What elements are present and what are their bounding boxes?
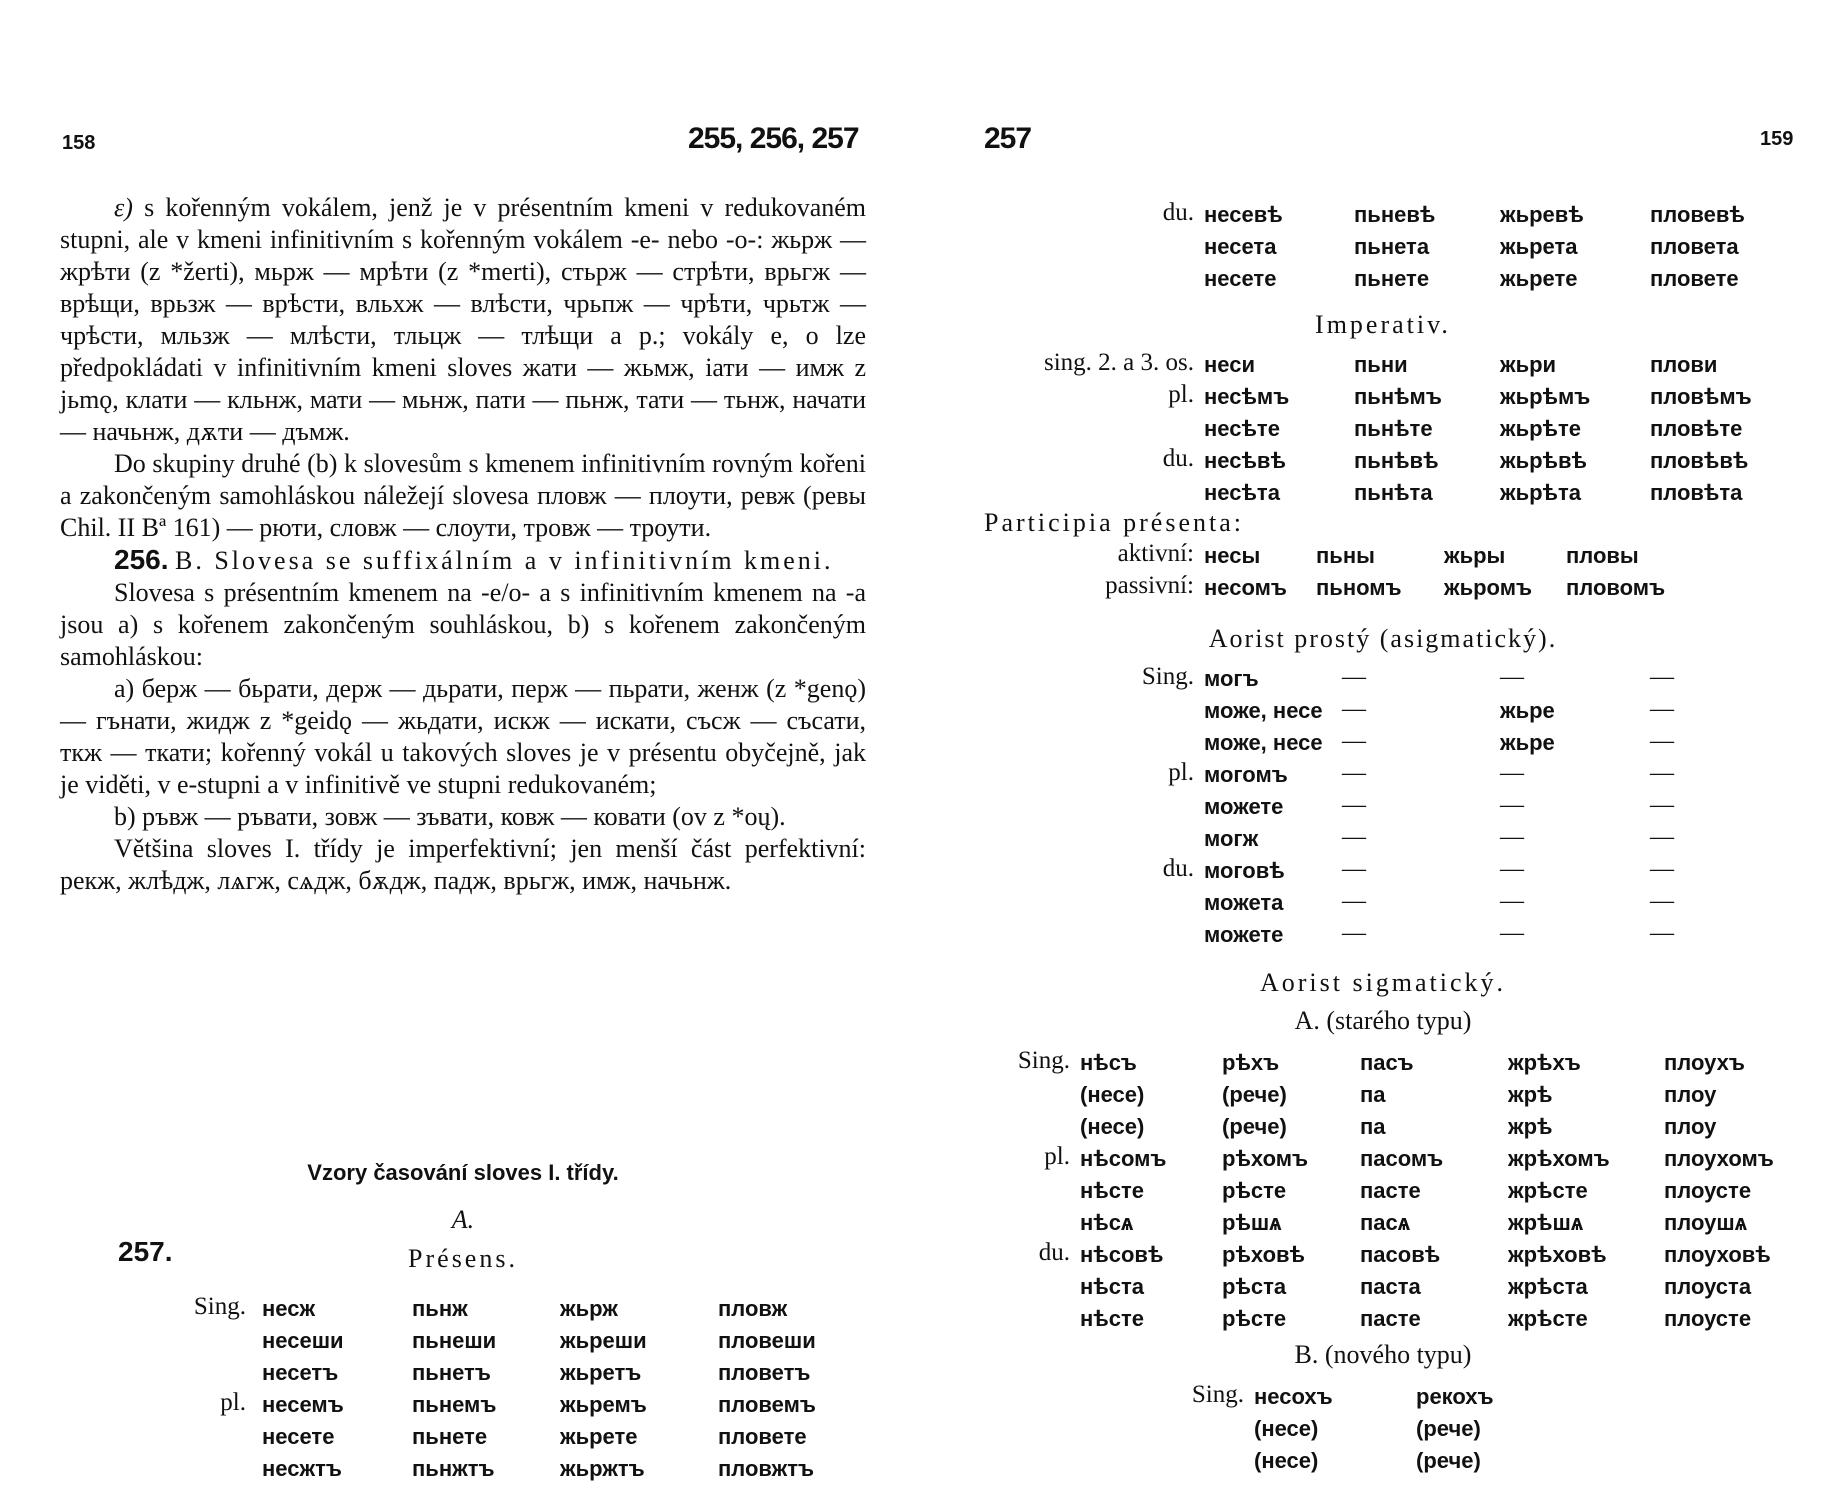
paragraph-b2: b) ръвж — ръвати, зовж — зъвати, ковж — ковати (ov z *oų). <box>114 802 786 831</box>
paradigm-form: жрѣсте <box>1508 1178 1588 1203</box>
paradigm-form: можете <box>1204 794 1284 819</box>
paradigm-form: пьнж <box>412 1296 468 1321</box>
paragraph-b: Do skupiny druhé (b) k slovesům s kmenem infinitivním rovným kořeni a zakončeným samohláskou náležejí slovesa пловж — плоути, ревж (ревы Chil. II Bª 161) — рюти, словж — слоути, тровж — троути. <box>60 449 866 542</box>
paradigm-form: жьрете <box>1500 266 1578 291</box>
paradigm-form: неси <box>1204 352 1255 377</box>
paradigm-form: несѣте <box>1204 416 1280 441</box>
paradigm-form: несемъ <box>262 1392 344 1417</box>
paradigm-form: (рече) <box>1222 1114 1287 1139</box>
paradigm-form: можете <box>1204 922 1284 947</box>
paradigm-form: несете <box>1204 266 1277 291</box>
paradigm-form: жьрѣте <box>1500 416 1582 441</box>
row-label: pl. <box>1168 381 1194 408</box>
paradigm-form: може, несе <box>1204 730 1323 755</box>
empty-dash: — <box>1650 856 1674 882</box>
paradigm-form: пьнетъ <box>412 1360 491 1385</box>
section-number-256: 256. <box>114 544 169 575</box>
paradigm-form: нѣсовѣ <box>1080 1242 1164 1267</box>
paradigm-form: нѣсъ <box>1080 1050 1137 1075</box>
empty-dash: — <box>1500 920 1524 946</box>
section-number-257: 257. <box>118 1236 173 1267</box>
paradigm-form: пловете <box>1650 266 1739 291</box>
empty-dash: — <box>1342 792 1366 818</box>
page-number: 159 <box>1760 128 1794 150</box>
paradigm-form: пловемъ <box>718 1392 816 1417</box>
paradigm-form: могъ <box>1204 666 1259 691</box>
paradigm-form: рѣховѣ <box>1222 1242 1306 1267</box>
empty-dash: — <box>1342 824 1366 850</box>
section-256-title: B. Slovesa se suffixálním a v infinitivním kmeni. <box>175 546 834 575</box>
paradigm-form: жьретъ <box>560 1360 642 1385</box>
row-label: du. <box>1162 855 1194 882</box>
paradigm-form: пьнеши <box>412 1328 497 1353</box>
paradigm-form: пасъ <box>1360 1050 1414 1075</box>
empty-dash: — <box>1500 664 1524 690</box>
empty-dash: — <box>1500 856 1524 882</box>
paradigm-form: жрѣхъ <box>1508 1050 1581 1075</box>
paradigm-form: могж <box>1204 826 1259 851</box>
paradigm-form: пловомъ <box>1566 575 1666 600</box>
paradigm-form: несжтъ <box>262 1456 342 1481</box>
empty-dash: — <box>1342 664 1366 690</box>
heading-b-novy: B. (nového typu) <box>1294 1340 1472 1369</box>
paradigm-form: паста <box>1360 1274 1421 1299</box>
paragraph-epsilon-text: s kořenným vokálem, jenž je v présentním kmeni v redukovaném stupni, ale v kmeni infinitivním s kořenným vokálem -e- nebo -o-: жьрж — жрѣти (z *žerti), мьрж — мрѣти (z *merti), стьрж — стрѣти, врьгж — врѣщи, врьзж — врѣсти, вльхж — влѣсти, чрьпж — чрѣти, чрьтж — чрѣсти, мльзж — млѣсти, тльцж — тлѣщи a p.; vokály e, o lze předpokládati v infinitivním kmeni sloves жати — жьмж, іати — имж z jьmǫ, клати — кльнж, мати — мьнж, пати — пьнж, тати — тьнж, начати — начьнж, дѫти — дъмж. <box>60 193 867 446</box>
paradigm-form: несѣмъ <box>1204 384 1290 409</box>
paradigm-form: жьрѣта <box>1500 480 1582 505</box>
paradigm-form: жьрѣмъ <box>1500 384 1591 409</box>
page-number: 158 <box>62 132 96 154</box>
paradigm-form: пловетъ <box>718 1360 811 1385</box>
paradigm-form: жрѣхомъ <box>1508 1146 1610 1171</box>
empty-dash: — <box>1342 888 1366 914</box>
paradigm-form: несетъ <box>262 1360 339 1385</box>
paradigm-form: несомъ <box>1204 575 1287 600</box>
paradigm-form: рѣшѧ <box>1222 1210 1282 1235</box>
paradigm-form: рѣхъ <box>1222 1050 1280 1075</box>
section-header: 255, 256, 257 <box>688 122 859 155</box>
paradigm-form: жрѣста <box>1508 1274 1588 1299</box>
paradigm-form: жьрѣвѣ <box>1500 448 1588 473</box>
paradigm-form: жьри <box>1500 352 1557 377</box>
empty-dash: — <box>1342 728 1366 754</box>
paradigm-form: жьрж <box>560 1296 618 1321</box>
paradigm-form: пьнѣте <box>1354 416 1433 441</box>
paradigm-form: жьромъ <box>1444 575 1533 600</box>
heading-participia: Participia présenta: <box>984 508 1244 537</box>
row-label: sing. 2. a 3. os. <box>1044 349 1194 376</box>
paradigm-form: рѣхомъ <box>1222 1146 1309 1171</box>
paradigm-form: нѣсѧ <box>1080 1210 1134 1235</box>
paradigm-form: пловевѣ <box>1650 202 1745 227</box>
row-label: Sing. <box>1191 1381 1244 1408</box>
paradigm-form: (рече) <box>1222 1082 1287 1107</box>
heading-a-stary: A. (starého typu) <box>1294 1006 1472 1035</box>
paradigm-form: жьреши <box>560 1328 647 1353</box>
paradigm-form: нѣсте <box>1080 1306 1144 1331</box>
empty-dash: — <box>1650 888 1674 914</box>
heading-presens: Présens. <box>408 1244 518 1273</box>
paradigm-form: несохъ <box>1254 1384 1333 1409</box>
heading-imperativ: Imperativ. <box>1315 310 1451 339</box>
paradigm-form: па <box>1360 1082 1386 1107</box>
paradigm-form: жьре <box>1500 730 1555 755</box>
paradigm-form: жьры <box>1444 543 1506 568</box>
paradigm-form: пьни <box>1354 352 1408 377</box>
row-label: Sing. <box>193 1293 246 1320</box>
empty-dash: — <box>1500 888 1524 914</box>
row-label: aktivní: <box>1117 540 1194 567</box>
paradigm-form: жьржтъ <box>560 1456 645 1481</box>
empty-dash: — <box>1342 696 1366 722</box>
paradigm-form: плови <box>1650 352 1718 377</box>
paradigm-form: несевѣ <box>1204 202 1283 227</box>
paradigm-form: можета <box>1204 890 1284 915</box>
paradigm-form: жьремъ <box>560 1392 647 1417</box>
heading-aorist-prosty: Aorist prostý (asigmatický). <box>1208 624 1558 653</box>
paradigm-form: плоусте <box>1664 1306 1752 1331</box>
paradigm-form: пловете <box>718 1424 807 1449</box>
empty-dash: — <box>1342 920 1366 946</box>
paradigm-form: плоусте <box>1664 1178 1752 1203</box>
paradigm-form: пьнета <box>1354 234 1430 259</box>
paragraph-epsilon <box>60 192 866 448</box>
paradigm-form: рѣсте <box>1222 1178 1287 1203</box>
paradigm-form: пловжтъ <box>718 1456 815 1481</box>
empty-dash: — <box>1342 760 1366 786</box>
paradigm-form: (несе) <box>1080 1114 1145 1139</box>
paradigm-form: пьневѣ <box>1354 202 1436 227</box>
paradigm-form: жьревѣ <box>1500 202 1584 227</box>
paradigm-form: жьрете <box>560 1424 638 1449</box>
paradigm-form: пловы <box>1566 543 1639 568</box>
paradigm-form: несж <box>262 1296 316 1321</box>
paradigm-form: пьнѣта <box>1354 480 1433 505</box>
right-page <box>922 0 1844 1500</box>
empty-dash: — <box>1500 792 1524 818</box>
paradigm-form: пьнѣмъ <box>1354 384 1442 409</box>
paragraph-256 <box>60 544 866 577</box>
paradigm-form: (несе) <box>1254 1448 1319 1473</box>
row-label: Sing. <box>1017 1047 1070 1074</box>
heading-a: A. <box>451 1205 475 1234</box>
paradigm-form: може, несе <box>1204 698 1323 723</box>
paradigm-form: пасомъ <box>1360 1146 1444 1171</box>
row-label: du. <box>1162 445 1194 472</box>
heading-vzory: Vzory časování sloves I. třídy. <box>307 1160 619 1185</box>
paradigm-form: жьрета <box>1500 234 1578 259</box>
empty-dash: — <box>1650 920 1674 946</box>
paradigm-form: нѣсте <box>1080 1178 1144 1203</box>
paradigm-form: пловеши <box>718 1328 816 1353</box>
paradigm-form: плоухъ <box>1664 1050 1745 1075</box>
paradigm-form: жьре <box>1500 698 1555 723</box>
paradigm-form: (несе) <box>1254 1416 1319 1441</box>
paradigm-form: пьнемъ <box>412 1392 497 1417</box>
paradigm-form: (рече) <box>1416 1448 1481 1473</box>
row-label: du. <box>1038 1239 1070 1266</box>
paradigm-form: плоушѧ <box>1664 1210 1747 1235</box>
paradigm-form: несѣвѣ <box>1204 448 1286 473</box>
row-label: passivní: <box>1105 572 1194 599</box>
paradigm-form: нѣсомъ <box>1080 1146 1167 1171</box>
empty-dash: — <box>1342 856 1366 882</box>
empty-dash: — <box>1650 664 1674 690</box>
empty-dash: — <box>1650 760 1674 786</box>
paradigm-form: пасѧ <box>1360 1210 1410 1235</box>
empty-dash: — <box>1650 824 1674 850</box>
paradigm-form: плоухомъ <box>1664 1146 1774 1171</box>
paradigm-form: жрѣсте <box>1508 1306 1588 1331</box>
empty-dash: — <box>1650 792 1674 818</box>
paradigm-form: пловѣте <box>1650 416 1743 441</box>
paradigm-form: пловѣта <box>1650 480 1743 505</box>
empty-dash: — <box>1650 696 1674 722</box>
paradigm-form: моговѣ <box>1204 858 1285 883</box>
paradigm-form: пловѣмъ <box>1650 384 1752 409</box>
paradigm-form: несете <box>262 1424 335 1449</box>
paradigm-form: пьнете <box>412 1424 488 1449</box>
paradigm-form: пьнжтъ <box>412 1456 495 1481</box>
paradigm-form: па <box>1360 1114 1386 1139</box>
paradigm-form: нѣста <box>1080 1274 1144 1299</box>
heading-aorist-sigmaticky: Aorist sigmatický. <box>1259 968 1507 997</box>
paradigm-form: пасовѣ <box>1360 1242 1441 1267</box>
label-epsilon: ε) <box>114 193 133 222</box>
paradigm-form: жрѣшѧ <box>1508 1210 1584 1235</box>
paradigm-form: рѣсте <box>1222 1306 1287 1331</box>
empty-dash: — <box>1500 760 1524 786</box>
paragraph-256-intro: Slovesa s présentním kmenem na -e/o- a s infinitivním kmenem na -a jsou a) s kořenem zakončeným souhláskou, b) s kořenem zakončeným samohláskou: <box>60 578 866 671</box>
paragraph-a: a) берж — бьрати, держ — дьрати, перж — пьрати, женж (z *genǫ) — гънати, жидж z *geidǫ — жьдати, искж — искати, съсж — съсати, ткж — ткати; kořenný vokál u takových sloves je v présentu obyčejně, jak je viděti, v e-stupni a v infinitivě ve stupni redukovaném; <box>60 674 866 799</box>
paradigm-form: пьнѣвѣ <box>1354 448 1439 473</box>
empty-dash: — <box>1650 728 1674 754</box>
paradigm-form: плоуста <box>1664 1274 1752 1299</box>
paradigm-form: пьномъ <box>1316 575 1402 600</box>
row-label: pl. <box>1168 759 1194 786</box>
paradigm-form: пьны <box>1316 543 1375 568</box>
paradigm-form: пьнете <box>1354 266 1430 291</box>
paradigm-form: несета <box>1204 234 1277 259</box>
body-text <box>60 192 866 897</box>
paradigm-form: рекохъ <box>1416 1384 1494 1409</box>
paradigm-form: пловѣвѣ <box>1650 448 1749 473</box>
paradigm-form: жрѣховѣ <box>1508 1242 1607 1267</box>
paradigm-form: плоу <box>1664 1114 1717 1139</box>
paragraph-vetsina: Většina sloves I. třídy je imperfektivní; jen menší část perfektivní: рекж, жлѣдж, лѧгж, сѧдж, бѫдж, падж, врьгж, имж, начьнж. <box>60 834 866 895</box>
paradigm-form: пловж <box>718 1296 788 1321</box>
row-label: pl. <box>1044 1143 1070 1170</box>
paradigm-form: пловета <box>1650 234 1739 259</box>
paradigm-form: жрѣ <box>1508 1082 1553 1107</box>
paradigm-form: могомъ <box>1204 762 1288 787</box>
paradigm-form: несѣта <box>1204 480 1280 505</box>
paradigm-form: несы <box>1204 543 1261 568</box>
paradigm-form: несеши <box>262 1328 344 1353</box>
paradigm-form: рѣста <box>1222 1274 1287 1299</box>
paradigm-form: плоу <box>1664 1082 1717 1107</box>
paradigm-form: пасте <box>1360 1306 1421 1331</box>
paradigm-form: (несе) <box>1080 1082 1145 1107</box>
paradigm-form: пасте <box>1360 1178 1421 1203</box>
paradigm-form: плоуховѣ <box>1664 1242 1771 1267</box>
paradigm-form: жрѣ <box>1508 1114 1553 1139</box>
row-label: du. <box>1162 199 1194 226</box>
row-label: pl. <box>220 1389 246 1416</box>
paradigm-form: (рече) <box>1416 1416 1481 1441</box>
empty-dash: — <box>1500 824 1524 850</box>
row-label: Sing. <box>1141 663 1194 690</box>
section-header: 257 <box>984 122 1032 155</box>
